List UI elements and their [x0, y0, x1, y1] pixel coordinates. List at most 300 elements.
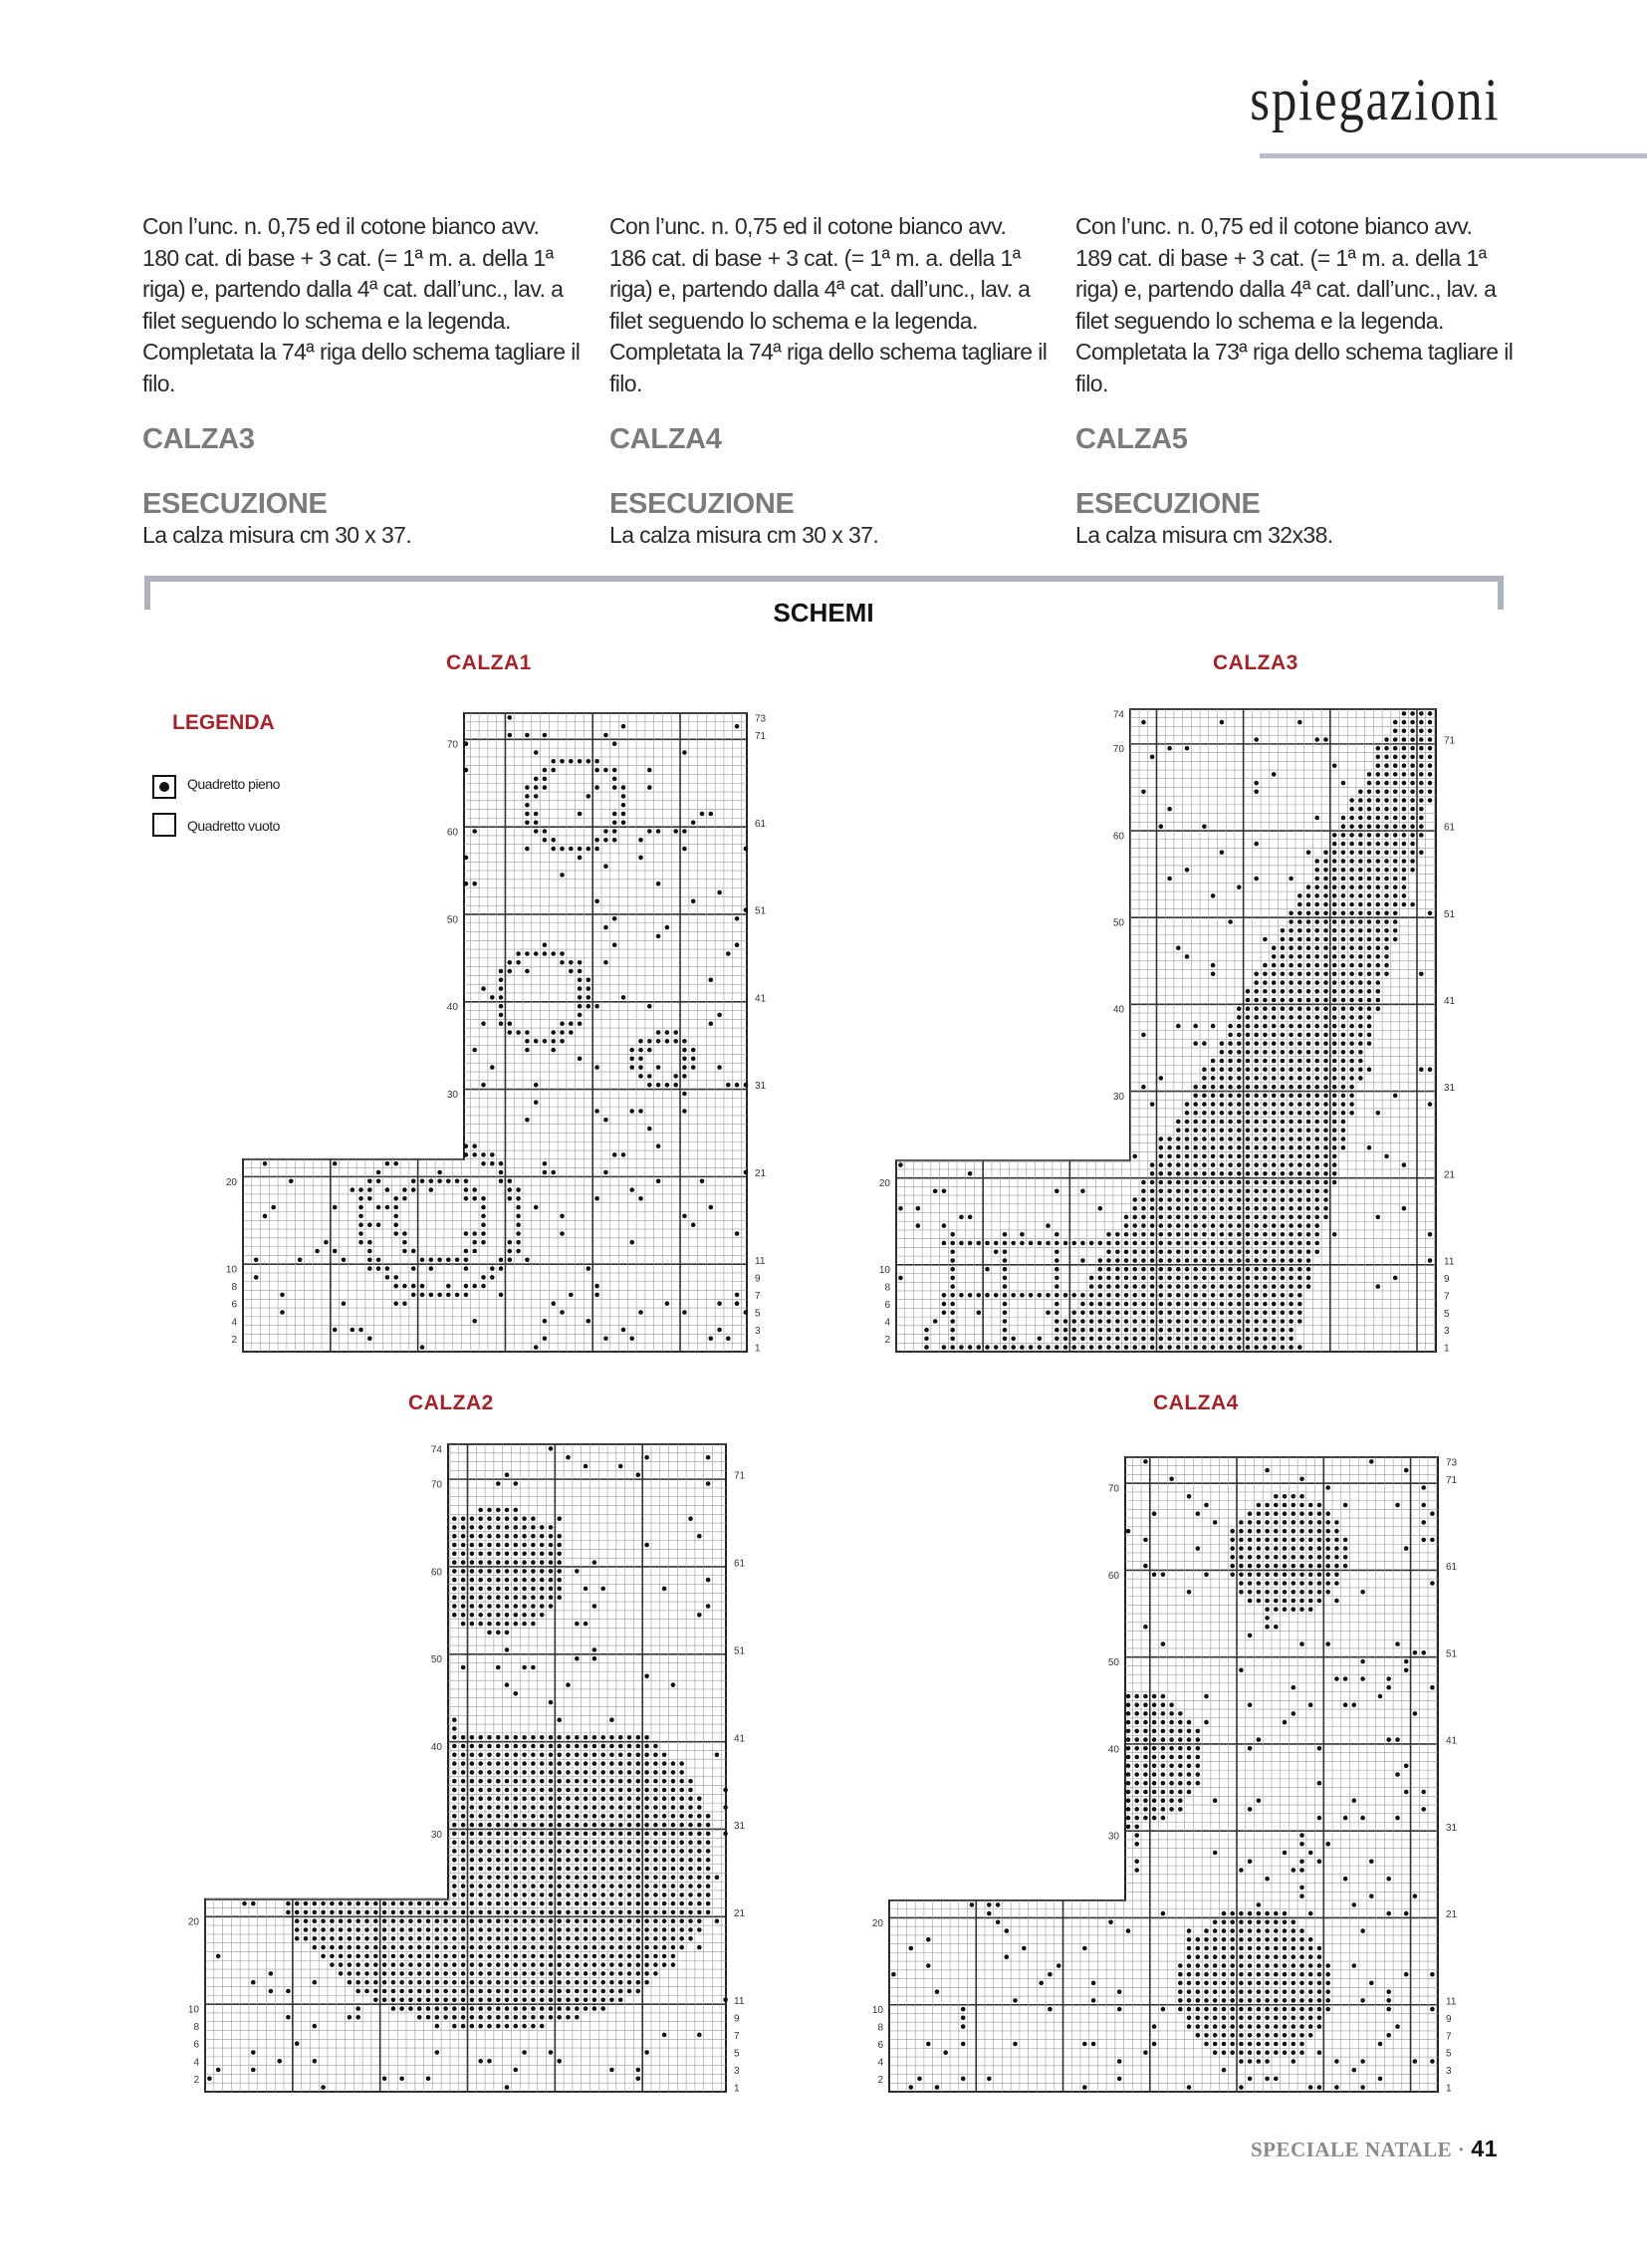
filled-cell-dot: [1402, 711, 1407, 716]
filled-cell-dot: [1228, 1206, 1233, 1211]
filled-cell-dot: [534, 1083, 539, 1088]
filled-cell-dot: [1246, 1111, 1251, 1116]
filled-cell-dot: [1003, 1250, 1008, 1255]
filled-cell-dot: [1089, 1337, 1094, 1342]
filled-cell-dot: [1246, 1154, 1251, 1159]
filled-cell-dot: [1299, 1972, 1304, 1977]
filled-cell-dot: [1343, 1676, 1348, 1681]
filled-cell-dot: [1169, 1807, 1174, 1812]
filled-cell-dot: [679, 1805, 684, 1810]
filled-cell-dot: [569, 847, 574, 852]
filled-cell-dot: [1410, 807, 1415, 812]
filled-cell-dot: [1306, 954, 1311, 959]
filled-cell-dot: [1193, 1180, 1198, 1185]
filled-cell-dot: [1254, 1067, 1259, 1072]
filled-cell-dot: [1272, 1197, 1277, 1202]
filled-cell-dot: [1134, 1755, 1139, 1760]
filled-cell-dot: [1272, 1128, 1277, 1133]
filled-cell-dot: [505, 2015, 510, 2020]
filled-cell-dot: [531, 1954, 536, 1959]
filled-cell-dot: [653, 1918, 658, 1923]
filled-cell-dot: [557, 1840, 562, 1845]
filled-cell-dot: [1376, 902, 1381, 907]
filled-cell-dot: [1299, 1529, 1304, 1534]
filled-cell-dot: [1274, 1954, 1279, 1959]
filled-cell-dot: [1358, 928, 1363, 933]
filled-cell-dot: [1248, 1972, 1253, 1977]
filled-cell-dot: [514, 1962, 519, 1967]
filled-cell-dot: [348, 1901, 353, 1906]
filled-cell-dot: [1248, 2016, 1253, 2021]
filled-cell-dot: [662, 1796, 667, 1801]
filled-cell-dot: [446, 1258, 451, 1263]
filled-cell-dot: [644, 1788, 649, 1793]
filled-cell-dot: [662, 1805, 667, 1810]
filled-cell-dot: [522, 1613, 527, 1618]
filled-cell-dot: [534, 1345, 539, 1350]
filled-cell-dot: [1265, 1581, 1270, 1586]
filled-cell-dot: [1272, 998, 1277, 1003]
filled-cell-dot: [644, 1980, 649, 1985]
filled-cell-dot: [592, 1604, 597, 1609]
filled-cell-dot: [1341, 1136, 1346, 1141]
filled-cell-dot: [627, 1832, 632, 1837]
filled-cell-dot: [1039, 1981, 1044, 1986]
row-number-left: 8: [193, 2022, 199, 2034]
filled-cell-dot: [461, 1587, 466, 1592]
filled-cell-dot: [1029, 1345, 1034, 1350]
filled-cell-dot: [481, 1284, 486, 1289]
filled-cell-dot: [1257, 1928, 1262, 1933]
filled-cell-dot: [443, 1971, 448, 1976]
filled-cell-dot: [470, 1560, 475, 1565]
filled-cell-dot: [1410, 859, 1415, 864]
filled-cell-dot: [385, 1275, 390, 1280]
filled-cell-dot: [1003, 1293, 1008, 1298]
filled-cell-dot: [1349, 877, 1354, 882]
filled-cell-dot: [706, 1578, 711, 1583]
filled-cell-dot: [636, 1779, 641, 1784]
filled-cell-dot: [1325, 1546, 1330, 1551]
filled-cell-dot: [1323, 1102, 1328, 1107]
filled-cell-dot: [435, 1918, 440, 1923]
filled-cell-dot: [1248, 1529, 1253, 1534]
filled-cell-dot: [1134, 1772, 1139, 1777]
filled-cell-dot: [1196, 1755, 1201, 1760]
filled-cell-dot: [1281, 954, 1286, 959]
filled-cell-dot: [1187, 1781, 1192, 1786]
filled-cell-dot: [557, 1849, 562, 1854]
row-number-left: 4: [193, 2057, 199, 2069]
filled-cell-dot: [514, 1761, 519, 1766]
filled-cell-dot: [968, 1241, 973, 1246]
filled-cell-dot: [584, 1849, 588, 1854]
filled-cell-dot: [1358, 893, 1363, 898]
filled-cell-dot: [1360, 1659, 1365, 1664]
filled-cell-dot: [1124, 1284, 1129, 1289]
filled-cell-dot: [1323, 1197, 1328, 1202]
filled-cell-dot: [496, 1587, 501, 1592]
filled-cell-dot: [697, 1945, 702, 1950]
filled-cell-dot: [1334, 1529, 1339, 1534]
filled-cell-dot: [618, 1980, 623, 1985]
filled-cell-dot: [522, 1849, 527, 1854]
filled-cell-dot: [505, 1560, 510, 1565]
filled-cell-dot: [1187, 1737, 1192, 1742]
filled-cell-dot: [1246, 1284, 1251, 1289]
filled-cell-dot: [1299, 1937, 1304, 1942]
filled-cell-dot: [313, 1945, 318, 1950]
filled-cell-dot: [478, 1552, 483, 1557]
filled-cell-dot: [286, 1910, 291, 1915]
filled-cell-dot: [1248, 1937, 1253, 1942]
filled-cell-dot: [461, 1534, 466, 1539]
filled-cell-dot: [688, 1788, 693, 1793]
filled-cell-dot: [452, 1569, 457, 1574]
filled-cell-dot: [534, 750, 539, 755]
filled-cell-dot: [461, 1945, 466, 1950]
filled-cell-dot: [662, 1753, 667, 1758]
row-number-right: 31: [1446, 1822, 1458, 1834]
filled-cell-dot: [399, 1945, 404, 1950]
filled-cell-dot: [289, 1179, 294, 1184]
filled-cell-dot: [1178, 2007, 1183, 2012]
filled-cell-dot: [1299, 1963, 1304, 1968]
filled-cell-dot: [496, 1631, 501, 1636]
filled-cell-dot: [926, 1937, 931, 1942]
filled-cell-dot: [1263, 1041, 1268, 1046]
filled-cell-dot: [1237, 1128, 1242, 1133]
filled-cell-dot: [1341, 963, 1346, 968]
instructions-text: Con l’unc. n. 0,75 ed il cotone bianco avv. 180 cat. di base + 3 cat. (= 1ª m. a. della 1ª riga) e, partendo dalla 4ª cat. dall’unc., lav. a filet seguendo lo schema e la legenda. Completata la 74ª riga dello schema tagliare il filo.: [142, 213, 581, 396]
filled-cell-dot: [470, 1849, 475, 1854]
filled-cell-dot: [560, 1021, 565, 1026]
filled-cell-dot: [472, 1196, 477, 1201]
filled-cell-dot: [1248, 2033, 1253, 2038]
filled-cell-dot: [1419, 755, 1424, 760]
filled-cell-dot: [470, 1892, 475, 1897]
row-number-left: 2: [193, 2074, 199, 2086]
filled-cell-dot: [1246, 1215, 1251, 1220]
filled-cell-dot: [1274, 1564, 1279, 1569]
filled-cell-dot: [429, 1187, 434, 1192]
filled-cell-dot: [1248, 1981, 1253, 1986]
filled-cell-dot: [1161, 1911, 1166, 1916]
filled-cell-dot: [587, 978, 591, 983]
filled-cell-dot: [470, 1971, 475, 1976]
filled-cell-dot: [987, 2077, 992, 2082]
filled-cell-dot: [618, 1814, 623, 1819]
filled-cell-dot: [1263, 1319, 1268, 1324]
filled-cell-dot: [627, 1910, 632, 1915]
filled-cell-dot: [1254, 972, 1259, 977]
filled-cell-dot: [1430, 1685, 1435, 1690]
filled-cell-dot: [1419, 833, 1424, 838]
filled-cell-dot: [496, 1560, 501, 1565]
filled-cell-dot: [1274, 1998, 1279, 2003]
filled-cell-dot: [1289, 998, 1294, 1003]
filled-cell-dot: [1332, 1041, 1337, 1046]
filled-cell-dot: [1376, 972, 1381, 977]
filled-cell-dot: [1289, 1154, 1294, 1159]
filled-cell-dot: [1306, 980, 1311, 985]
filled-cell-dot: [1117, 1989, 1122, 1994]
filled-cell-dot: [1334, 1676, 1339, 1681]
filled-cell-dot: [1358, 937, 1363, 942]
filled-cell-dot: [1384, 824, 1389, 829]
filled-cell-dot: [549, 1796, 554, 1801]
filled-cell-dot: [1402, 816, 1407, 821]
filled-cell-dot: [1152, 1755, 1157, 1760]
filled-cell-dot: [1323, 1085, 1328, 1090]
filled-cell-dot: [1161, 1720, 1166, 1725]
filled-cell-dot: [566, 1761, 571, 1766]
filled-cell-dot: [1367, 963, 1372, 968]
filled-cell-dot: [618, 1761, 623, 1766]
filled-cell-dot: [505, 2085, 510, 2090]
filled-cell-dot: [618, 1805, 623, 1810]
filled-cell-dot: [1020, 1232, 1025, 1237]
filled-cell-dot: [656, 882, 661, 886]
filled-cell-dot: [1246, 1276, 1251, 1281]
filled-cell-dot: [1196, 1963, 1201, 1968]
filled-cell-dot: [1176, 1267, 1181, 1272]
filled-cell-dot: [1402, 798, 1407, 803]
filled-cell-dot: [726, 1083, 731, 1088]
filled-cell-dot: [1263, 989, 1268, 994]
filled-cell-dot: [487, 1858, 492, 1863]
filled-cell-dot: [540, 1569, 545, 1574]
filled-cell-dot: [514, 1691, 519, 1696]
filled-cell-dot: [1254, 842, 1259, 847]
filled-cell-dot: [355, 1910, 360, 1915]
row-number-right: 9: [1446, 2013, 1452, 2025]
filled-cell-dot: [499, 1021, 504, 1026]
filled-cell-dot: [549, 1446, 554, 1451]
filled-cell-dot: [1376, 980, 1381, 985]
filled-cell-dot: [1150, 1311, 1155, 1316]
filled-cell-dot: [1297, 1059, 1302, 1064]
filled-cell-dot: [1046, 1223, 1051, 1228]
filled-cell-dot: [531, 1989, 536, 1994]
filled-cell-dot: [1169, 1798, 1174, 1803]
filled-cell-dot: [435, 1936, 440, 1941]
filled-cell-dot: [647, 1039, 652, 1044]
filled-cell-dot: [1187, 1720, 1192, 1725]
filled-cell-dot: [1202, 1094, 1207, 1099]
row-number-right: 21: [755, 1168, 767, 1179]
filled-cell-dot: [627, 1849, 632, 1854]
filled-cell-dot: [505, 1525, 510, 1530]
filled-cell-dot: [1306, 972, 1311, 977]
filled-cell-dot: [1421, 1520, 1426, 1525]
filled-cell-dot: [531, 2024, 536, 2029]
filled-cell-dot: [1141, 1276, 1146, 1281]
filled-cell-dot: [1176, 1345, 1181, 1350]
filled-cell-dot: [1141, 1241, 1146, 1246]
filled-cell-dot: [1237, 1076, 1242, 1081]
filled-cell-dot: [706, 1910, 711, 1915]
row-number-left: 70: [1112, 744, 1124, 756]
filled-cell-dot: [508, 1240, 513, 1245]
filled-cell-dot: [505, 1753, 510, 1758]
filled-cell-dot: [1143, 1625, 1148, 1630]
filled-cell-dot: [348, 1980, 353, 1985]
filled-cell-dot: [514, 1595, 519, 1600]
filled-cell-dot: [505, 1735, 510, 1740]
filled-cell-dot: [478, 1823, 483, 1828]
filled-cell-dot: [470, 1918, 475, 1923]
filled-cell-dot: [1272, 1241, 1277, 1246]
filled-cell-dot: [1341, 1085, 1346, 1090]
filled-cell-dot: [688, 1858, 693, 1863]
filled-cell-dot: [505, 1796, 510, 1801]
filled-cell-dot: [1289, 1345, 1294, 1350]
filled-cell-dot: [609, 1814, 614, 1819]
filled-cell-dot: [1003, 1337, 1008, 1342]
filled-cell-dot: [367, 1187, 372, 1192]
filled-cell-dot: [1299, 1538, 1304, 1543]
filled-cell-dot: [505, 1770, 510, 1775]
filled-cell-dot: [1349, 1111, 1354, 1116]
filled-cell-dot: [420, 1258, 425, 1263]
filled-cell-dot: [1239, 1668, 1244, 1673]
filled-cell-dot: [644, 1918, 649, 1923]
filled-cell-dot: [1152, 1573, 1157, 1578]
filled-cell-dot: [1289, 1067, 1294, 1072]
filled-cell-dot: [636, 1832, 641, 1837]
filled-cell-dot: [1378, 2077, 1383, 2082]
filled-cell-dot: [706, 1840, 711, 1845]
filled-cell-dot: [1323, 1180, 1328, 1185]
filled-cell-dot: [638, 856, 643, 861]
filled-cell-dot: [549, 1753, 554, 1758]
filled-cell-dot: [461, 1980, 466, 1985]
filled-cell-dot: [1314, 1128, 1319, 1133]
filled-cell-dot: [1332, 911, 1337, 916]
filled-cell-dot: [618, 1945, 623, 1950]
filled-cell-dot: [557, 1717, 562, 1722]
filled-cell-dot: [1317, 1520, 1322, 1525]
filled-cell-dot: [1003, 1276, 1008, 1281]
filled-cell-dot: [1281, 1102, 1286, 1107]
filled-cell-dot: [636, 1796, 641, 1801]
row-number-left: 6: [884, 1300, 890, 1312]
filled-cell-dot: [1106, 1258, 1111, 1263]
filled-cell-dot: [391, 2006, 396, 2011]
filled-cell-dot: [522, 1936, 527, 1941]
filled-cell-dot: [1176, 1162, 1181, 1167]
filled-cell-dot: [1349, 928, 1354, 933]
filled-cell-dot: [1376, 998, 1381, 1003]
filled-cell-dot: [1274, 1590, 1279, 1595]
filled-cell-dot: [514, 1753, 519, 1758]
filled-cell-dot: [1323, 1162, 1328, 1167]
filled-cell-dot: [358, 1231, 363, 1236]
filled-cell-dot: [621, 724, 626, 729]
filled-cell-dot: [1317, 1590, 1322, 1595]
filled-cell-dot: [505, 1508, 510, 1513]
filled-cell-dot: [461, 1622, 466, 1627]
filled-cell-dot: [1254, 1006, 1259, 1011]
filled-cell-dot: [603, 864, 608, 869]
filled-cell-dot: [1134, 1694, 1139, 1699]
filled-cell-dot: [1196, 1729, 1201, 1734]
filled-cell-dot: [408, 1998, 413, 2003]
filled-cell-dot: [1117, 2077, 1122, 2082]
filled-cell-dot: [1161, 1737, 1166, 1742]
filled-cell-dot: [1176, 1250, 1181, 1255]
filled-cell-dot: [464, 1266, 469, 1271]
filled-cell-dot: [671, 1867, 676, 1872]
filled-cell-dot: [1281, 1232, 1286, 1237]
filled-cell-dot: [1178, 1720, 1183, 1725]
filled-cell-dot: [1376, 928, 1381, 933]
filled-cell-dot: [364, 1918, 369, 1923]
filled-cell-dot: [1274, 1494, 1279, 1499]
filled-cell-dot: [627, 1788, 632, 1793]
filled-cell-dot: [1428, 763, 1433, 768]
filled-cell-dot: [1134, 1737, 1139, 1742]
filled-cell-dot: [1317, 1511, 1322, 1516]
filled-cell-dot: [1213, 2007, 1218, 2012]
filled-cell-dot: [516, 1240, 521, 1245]
filled-cell-dot: [1384, 859, 1389, 864]
filled-cell-dot: [1283, 1911, 1288, 1916]
filled-cell-dot: [1003, 1232, 1008, 1237]
filled-cell-dot: [1141, 720, 1146, 725]
filled-cell-dot: [1239, 1920, 1244, 1925]
filled-cell-dot: [549, 2050, 554, 2055]
filled-cell-dot: [1202, 1337, 1207, 1342]
filled-cell-dot: [277, 2059, 282, 2064]
filled-cell-dot: [1254, 1145, 1259, 1150]
filled-cell-dot: [487, 1989, 492, 1994]
filled-cell-dot: [653, 1805, 658, 1810]
filled-cell-dot: [472, 1319, 477, 1324]
filled-cell-dot: [1384, 755, 1389, 760]
filled-cell-dot: [1141, 1215, 1146, 1220]
filled-cell-dot: [411, 1293, 416, 1298]
filled-cell-dot: [1376, 851, 1381, 856]
filled-cell-dot: [1274, 2024, 1279, 2029]
filled-cell-dot: [1306, 937, 1311, 942]
dimensions-text: La calza misura cm 30 x 37.: [609, 522, 879, 548]
filled-cell-dot: [1317, 1989, 1322, 1994]
filled-cell-dot: [505, 1578, 510, 1583]
filled-cell-dot: [1289, 1267, 1294, 1272]
filled-cell-dot: [627, 1971, 632, 1976]
filled-cell-dot: [1410, 746, 1415, 751]
filled-cell-dot: [1281, 1033, 1286, 1038]
filled-cell-dot: [1167, 1284, 1172, 1289]
filled-cell-dot: [1152, 1807, 1157, 1812]
filled-cell-dot: [1306, 1024, 1311, 1029]
filled-cell-dot: [452, 1849, 457, 1854]
filled-cell-dot: [304, 1927, 309, 1932]
filled-cell-dot: [373, 1945, 378, 1950]
filled-cell-dot: [321, 1945, 326, 1950]
filled-cell-dot: [1283, 1946, 1288, 1951]
filled-cell-dot: [584, 1622, 588, 1627]
filled-cell-dot: [1106, 1319, 1111, 1324]
filled-cell-dot: [1178, 1963, 1183, 1968]
filled-cell-dot: [575, 1989, 580, 1994]
filled-cell-dot: [609, 1954, 614, 1959]
filled-cell-dot: [1297, 893, 1302, 898]
filled-cell-dot: [478, 2024, 483, 2029]
filled-cell-dot: [618, 1823, 623, 1828]
